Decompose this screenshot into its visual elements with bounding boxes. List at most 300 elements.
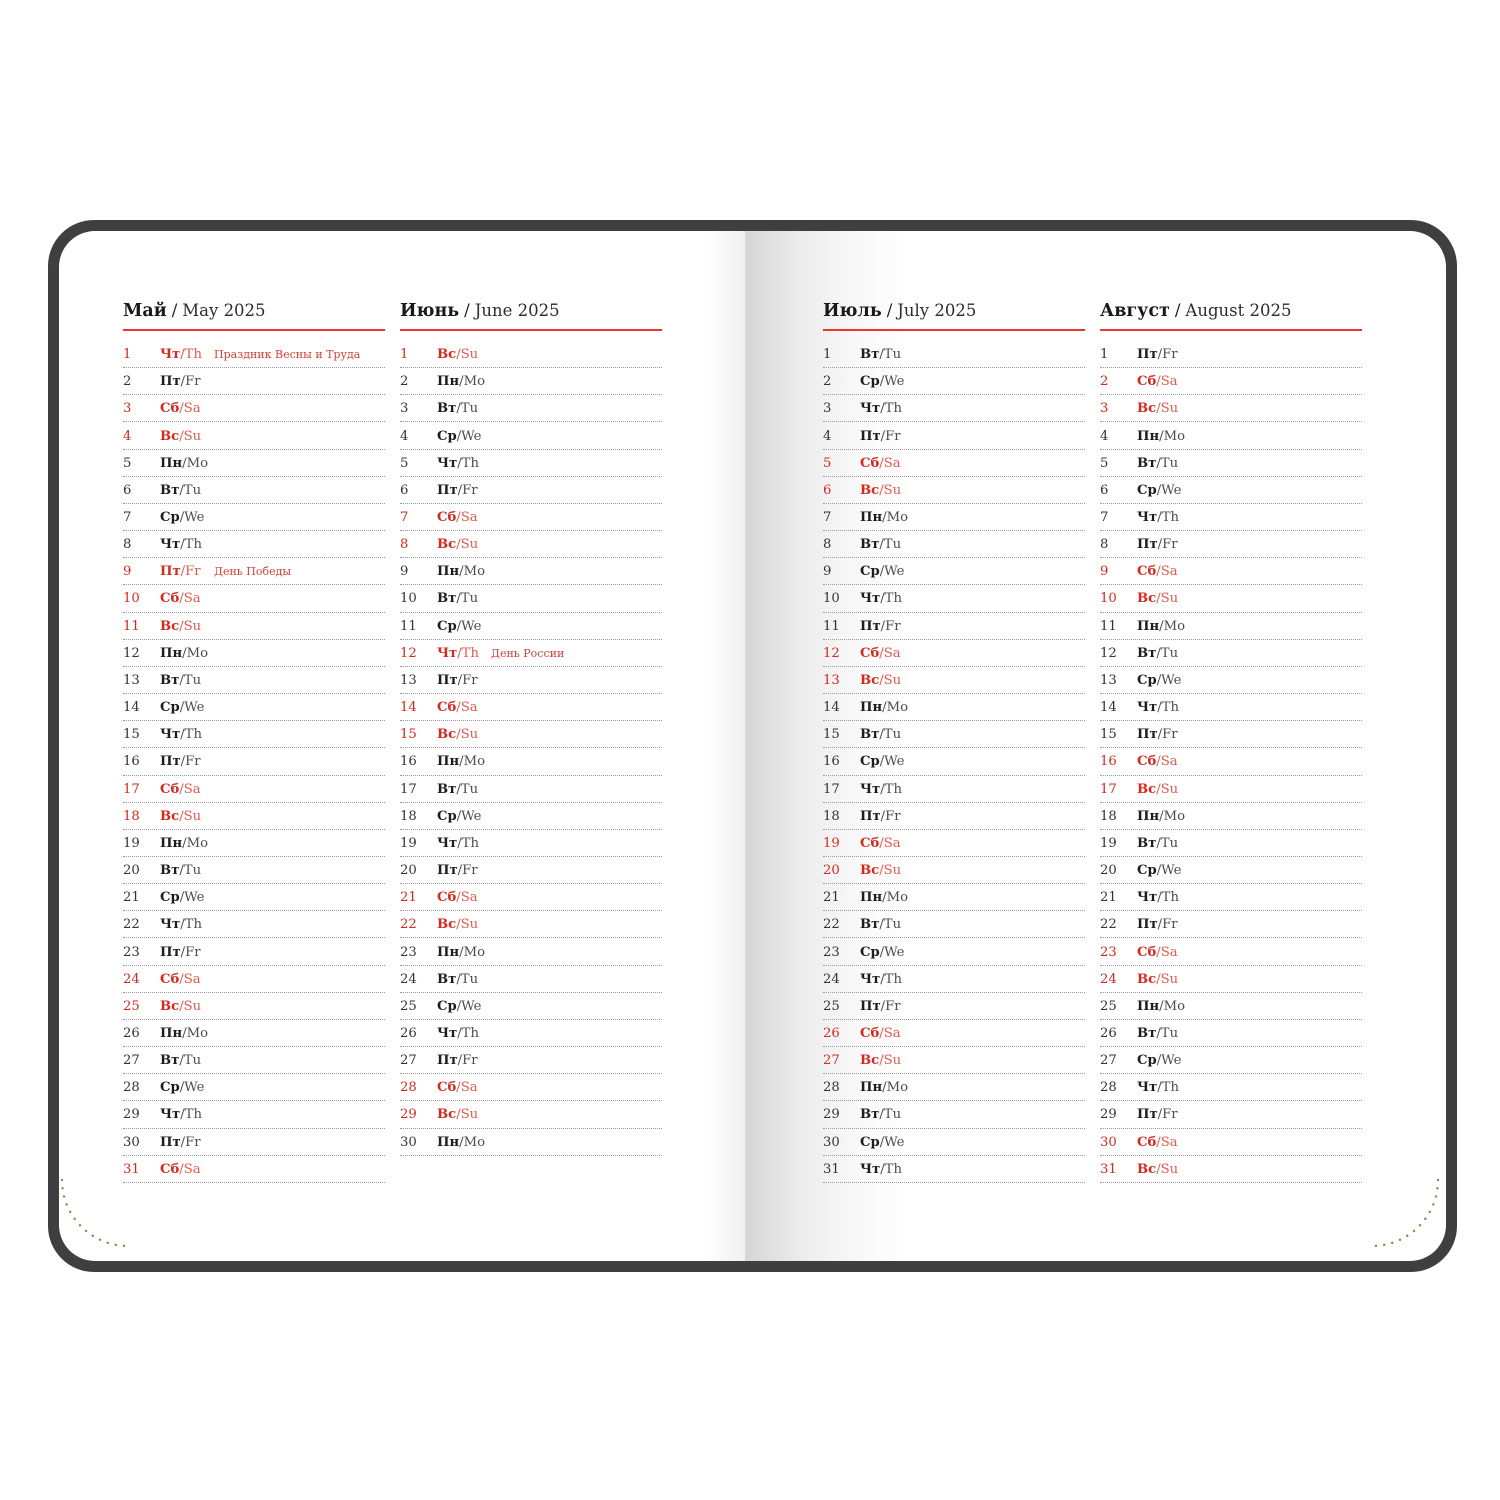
- day-abbr-ru: Вс: [437, 727, 457, 743]
- day-abbr-separator: /: [179, 808, 184, 824]
- day-abbr-en: Fr: [462, 672, 478, 688]
- day-abbreviation: [860, 782, 912, 797]
- day-abbr-en: We: [884, 754, 905, 770]
- day-number: 27: [123, 1053, 140, 1069]
- day-abbr-en: Tu: [460, 781, 479, 797]
- day-abbreviation: [437, 1107, 489, 1122]
- day-abbr-ru: Сб: [860, 835, 880, 851]
- day-abbr-en: Sa: [460, 510, 478, 526]
- day-abbr-ru: Чт: [160, 1107, 181, 1123]
- day-number: 19: [400, 835, 417, 851]
- day-abbr-ru: Вт: [1137, 1025, 1157, 1041]
- day-abbreviation: [437, 537, 489, 552]
- day-abbr-separator: /: [1156, 482, 1162, 498]
- day-number: 11: [400, 618, 417, 634]
- day-abbr-ru: Вт: [160, 1053, 180, 1069]
- day-row: [823, 1156, 1085, 1183]
- day-abbreviation: [1137, 1080, 1189, 1095]
- day-row: [400, 857, 662, 884]
- day-abbr-ru: Вт: [437, 401, 457, 417]
- day-row: [400, 1047, 662, 1074]
- day-abbr-ru: Вс: [160, 998, 180, 1014]
- day-number: 18: [400, 808, 417, 824]
- day-abbr-ru: Чт: [160, 347, 181, 363]
- day-abbr-separator: /: [1159, 428, 1164, 444]
- day-abbr-separator: /: [456, 401, 461, 417]
- day-number: 16: [823, 754, 840, 770]
- day-abbr-separator: /: [1156, 374, 1161, 390]
- day-number: 17: [400, 781, 417, 797]
- day-abbr-ru: Пн: [860, 1080, 883, 1096]
- day-abbr-en: Fr: [185, 754, 201, 770]
- day-number: 4: [823, 428, 832, 444]
- day-abbr-ru: Пт: [437, 1053, 458, 1069]
- day-abbr-ru: Вс: [437, 347, 457, 363]
- day-abbreviation: [160, 754, 212, 769]
- day-abbr-separator: /: [880, 998, 886, 1014]
- day-abbr-ru: Сб: [437, 510, 457, 526]
- day-row: [1100, 911, 1362, 938]
- day-abbreviation: [860, 510, 912, 525]
- day-abbreviation: [160, 700, 212, 715]
- month-column-may: [123, 300, 385, 1183]
- day-abbreviation: [437, 564, 489, 579]
- day-abbreviation: [1137, 754, 1189, 769]
- month-column-july: [823, 300, 1085, 1183]
- day-abbreviation: [860, 836, 912, 851]
- day-abbr-en: Fr: [185, 944, 201, 960]
- day-abbreviation: [1137, 510, 1189, 525]
- day-number: 27: [400, 1053, 417, 1069]
- day-abbr-separator: /: [180, 537, 185, 553]
- day-abbr-separator: /: [1156, 944, 1161, 960]
- day-abbr-separator: /: [456, 1107, 461, 1123]
- day-abbreviation: [1137, 1026, 1189, 1041]
- day-abbr-ru: Ср: [860, 564, 880, 580]
- day-row: [400, 1074, 662, 1101]
- day-number: 25: [1100, 998, 1117, 1014]
- day-abbreviation: [437, 591, 489, 606]
- day-abbr-en: Fr: [1162, 537, 1178, 553]
- day-abbr-separator: /: [879, 727, 884, 743]
- day-row: [823, 938, 1085, 965]
- day-abbreviation: [160, 347, 212, 362]
- day-number: 7: [1100, 510, 1109, 526]
- day-abbr-en: We: [884, 1134, 905, 1150]
- day-abbreviation: [860, 1135, 912, 1150]
- day-abbr-ru: Пн: [437, 374, 460, 390]
- day-number: 25: [400, 998, 417, 1014]
- day-abbr-ru: Чт: [1137, 700, 1158, 716]
- day-abbr-en: We: [884, 374, 905, 390]
- day-row: [1100, 776, 1362, 803]
- day-abbr-separator: /: [1157, 727, 1163, 743]
- day-abbr-ru: Пн: [160, 645, 183, 661]
- day-abbr-ru: Вс: [160, 808, 180, 824]
- day-row: [123, 1101, 385, 1128]
- day-abbr-en: Su: [183, 428, 202, 444]
- day-row: [823, 1074, 1085, 1101]
- day-number: 15: [400, 727, 417, 743]
- day-abbr-en: Su: [883, 863, 902, 879]
- day-abbr-ru: Чт: [860, 591, 881, 607]
- day-abbreviation: [1137, 917, 1189, 932]
- day-abbreviation: [860, 863, 912, 878]
- day-abbreviation: [1137, 782, 1189, 797]
- day-row: [123, 1047, 385, 1074]
- day-row: [1100, 613, 1362, 640]
- day-abbr-ru: Ср: [160, 510, 180, 526]
- day-row: [123, 830, 385, 857]
- day-abbr-ru: Пт: [160, 374, 181, 390]
- day-number: 7: [400, 510, 409, 526]
- day-abbreviation: [437, 999, 489, 1014]
- day-abbr-en: Tu: [183, 482, 202, 498]
- day-number: 19: [123, 835, 140, 851]
- day-number: 25: [823, 998, 840, 1014]
- day-abbr-en: Tu: [883, 1107, 902, 1123]
- day-abbr-ru: Чт: [437, 645, 458, 661]
- day-abbr-en: We: [461, 808, 482, 824]
- day-row: [1100, 504, 1362, 531]
- day-abbr-en: Th: [1161, 700, 1179, 716]
- day-row: [400, 830, 662, 857]
- day-abbr-en: Su: [1160, 591, 1179, 607]
- day-row: [823, 830, 1085, 857]
- day-number: 30: [1100, 1134, 1117, 1150]
- day-abbr-en: Fr: [185, 374, 201, 390]
- day-abbr-ru: Сб: [437, 890, 457, 906]
- day-abbr-en: Su: [460, 917, 479, 933]
- day-number: 7: [123, 510, 132, 526]
- day-abbr-separator: /: [1157, 890, 1162, 906]
- day-number: 13: [400, 672, 417, 688]
- day-number: 20: [123, 863, 140, 879]
- day-abbr-ru: Пн: [437, 1134, 460, 1150]
- day-number: 22: [123, 917, 140, 933]
- day-abbr-en: Th: [184, 1107, 202, 1123]
- day-abbr-en: Tu: [460, 971, 479, 987]
- day-abbr-ru: Ср: [1137, 1053, 1157, 1069]
- day-abbr-separator: /: [459, 374, 464, 390]
- day-row: [400, 667, 662, 694]
- day-abbr-separator: /: [180, 564, 186, 580]
- day-number: 21: [123, 890, 140, 906]
- day-number: 6: [400, 482, 409, 498]
- day-abbr-separator: /: [1156, 863, 1162, 879]
- day-abbr-en: We: [461, 428, 482, 444]
- day-abbr-ru: Чт: [160, 727, 181, 743]
- day-number: 23: [1100, 944, 1117, 960]
- day-abbr-en: Th: [884, 401, 902, 417]
- day-abbr-ru: Вт: [860, 727, 880, 743]
- day-abbr-separator: /: [882, 890, 887, 906]
- day-abbr-ru: Пт: [160, 564, 181, 580]
- day-number: 9: [1100, 564, 1109, 580]
- day-abbr-en: We: [461, 618, 482, 634]
- day-row: [1100, 938, 1362, 965]
- day-abbr-separator: /: [179, 428, 184, 444]
- day-row: [823, 1020, 1085, 1047]
- day-abbr-ru: Ср: [437, 808, 457, 824]
- day-abbr-separator: /: [879, 754, 885, 770]
- day-row: [1100, 422, 1362, 449]
- month-name-en: August 2025: [1185, 301, 1292, 320]
- day-abbr-ru: Пт: [860, 618, 881, 634]
- day-abbr-ru: Вт: [437, 781, 457, 797]
- day-abbreviation: [860, 972, 912, 987]
- day-number: 6: [123, 482, 132, 498]
- day-abbr-separator: /: [879, 482, 884, 498]
- day-abbr-ru: Вс: [437, 537, 457, 553]
- day-row: [400, 938, 662, 965]
- day-abbr-separator: /: [1157, 1080, 1162, 1096]
- day-abbr-ru: Сб: [1137, 374, 1157, 390]
- day-row: [123, 504, 385, 531]
- day-number: 29: [400, 1107, 417, 1123]
- day-abbr-separator: /: [1156, 971, 1161, 987]
- day-abbreviation: [160, 836, 212, 851]
- day-abbr-ru: Чт: [1137, 510, 1158, 526]
- day-number: 12: [823, 645, 840, 661]
- day-abbr-separator: /: [180, 1107, 185, 1123]
- day-number: 5: [400, 455, 409, 471]
- day-abbr-ru: Пн: [860, 890, 883, 906]
- day-abbr-en: We: [884, 564, 905, 580]
- gutter-shadow-left: [702, 231, 745, 1261]
- day-abbr-en: Su: [460, 1107, 479, 1123]
- day-abbr-ru: Пт: [1137, 917, 1158, 933]
- day-row: [823, 640, 1085, 667]
- day-number: 7: [823, 510, 832, 526]
- day-abbreviation: [160, 972, 212, 987]
- day-abbr-ru: Ср: [1137, 672, 1157, 688]
- day-abbreviation: [437, 673, 489, 688]
- day-abbr-en: Su: [460, 537, 479, 553]
- day-abbr-en: Fr: [462, 482, 478, 498]
- day-abbr-ru: Сб: [437, 1080, 457, 1096]
- day-abbr-separator: /: [457, 455, 462, 471]
- day-abbr-ru: Пн: [860, 510, 883, 526]
- day-abbr-separator: /: [456, 998, 462, 1014]
- day-abbr-separator: /: [456, 510, 461, 526]
- day-abbr-ru: Пт: [860, 428, 881, 444]
- day-number: 8: [123, 537, 132, 553]
- day-abbr-en: Fr: [885, 998, 901, 1014]
- day-abbreviation: [437, 646, 489, 661]
- day-abbr-en: Sa: [183, 401, 201, 417]
- day-abbr-ru: Вс: [1137, 401, 1157, 417]
- day-abbr-ru: Пт: [1137, 347, 1158, 363]
- day-abbr-ru: Ср: [860, 944, 880, 960]
- day-abbr-ru: Сб: [860, 1025, 880, 1041]
- day-abbr-separator: /: [456, 917, 461, 933]
- day-number: 20: [400, 863, 417, 879]
- day-abbreviation: [160, 917, 212, 932]
- day-abbr-separator: /: [456, 537, 461, 553]
- day-number: 24: [123, 971, 140, 987]
- day-number: 8: [400, 537, 409, 553]
- day-row: [823, 558, 1085, 585]
- day-abbreviation: [160, 809, 212, 824]
- day-abbr-en: Mo: [886, 890, 909, 906]
- day-abbreviation: [860, 619, 912, 634]
- day-abbr-separator: /: [179, 890, 185, 906]
- day-abbr-ru: Пт: [437, 863, 458, 879]
- day-abbr-en: Mo: [1163, 618, 1186, 634]
- day-abbreviation: [860, 537, 912, 552]
- day-abbr-en: We: [461, 998, 482, 1014]
- day-abbreviation: [437, 700, 489, 715]
- day-abbreviation: [1137, 537, 1189, 552]
- day-row: [123, 1020, 385, 1047]
- day-number: 10: [123, 591, 140, 607]
- day-abbreviation: [860, 945, 912, 960]
- day-abbreviation: [160, 673, 212, 688]
- day-abbr-ru: Пт: [160, 944, 181, 960]
- day-abbr-separator: /: [1156, 564, 1161, 580]
- day-number: 13: [123, 672, 140, 688]
- open-pages: [59, 231, 1446, 1261]
- day-abbr-en: Tu: [1160, 455, 1179, 471]
- day-abbreviation: [160, 646, 212, 661]
- day-abbr-separator: /: [179, 591, 184, 607]
- day-row: [123, 531, 385, 558]
- day-abbr-ru: Сб: [1137, 1134, 1157, 1150]
- day-row: [1100, 748, 1362, 775]
- day-abbr-separator: /: [180, 374, 186, 390]
- day-abbr-en: Sa: [183, 971, 201, 987]
- day-row: [400, 341, 662, 368]
- day-abbreviation: [437, 1080, 489, 1095]
- day-abbreviation: [437, 1053, 489, 1068]
- day-abbr-separator: /: [880, 781, 885, 797]
- day-abbreviation: [437, 727, 489, 742]
- day-abbr-ru: Ср: [1137, 482, 1157, 498]
- day-abbr-separator: /: [179, 998, 184, 1014]
- day-abbr-ru: Пт: [1137, 537, 1158, 553]
- day-abbr-en: Sa: [1160, 1134, 1178, 1150]
- day-abbr-ru: Пт: [860, 998, 881, 1014]
- day-number: 26: [400, 1025, 417, 1041]
- day-abbr-ru: Ср: [160, 1080, 180, 1096]
- month-name-separator: /: [1174, 301, 1181, 320]
- day-abbr-en: Mo: [886, 700, 909, 716]
- day-abbr-en: Mo: [463, 374, 486, 390]
- day-abbr-separator: /: [180, 1134, 186, 1150]
- day-number: 9: [823, 564, 832, 580]
- day-abbreviation: [860, 809, 912, 824]
- day-abbreviation: [1137, 483, 1189, 498]
- day-abbr-separator: /: [880, 428, 886, 444]
- day-abbr-en: Tu: [1160, 1025, 1179, 1041]
- day-abbr-en: Th: [884, 1161, 902, 1177]
- day-abbreviation: [860, 456, 912, 471]
- day-number: 10: [400, 591, 417, 607]
- day-row: [400, 558, 662, 585]
- day-row: [823, 477, 1085, 504]
- day-row: [823, 395, 1085, 422]
- day-abbr-en: Mo: [186, 1025, 209, 1041]
- day-abbr-ru: Пт: [160, 754, 181, 770]
- day-abbreviation: [160, 374, 212, 389]
- day-abbr-ru: Чт: [1137, 890, 1158, 906]
- day-abbreviation: [437, 754, 489, 769]
- day-number: 21: [1100, 890, 1117, 906]
- day-number: 5: [1100, 455, 1109, 471]
- day-number: 25: [123, 998, 140, 1014]
- day-abbr-en: Sa: [460, 700, 478, 716]
- day-abbr-separator: /: [456, 347, 461, 363]
- day-abbr-en: Sa: [883, 835, 901, 851]
- day-abbr-en: Tu: [183, 863, 202, 879]
- day-number: 16: [1100, 754, 1117, 770]
- day-abbr-ru: Пт: [860, 808, 881, 824]
- day-abbr-separator: /: [179, 510, 185, 526]
- day-abbr-separator: /: [456, 808, 462, 824]
- day-abbr-separator: /: [179, 401, 184, 417]
- day-abbr-ru: Ср: [860, 1134, 880, 1150]
- day-abbr-en: We: [884, 944, 905, 960]
- day-abbr-ru: Чт: [860, 971, 881, 987]
- day-abbr-en: Sa: [183, 781, 201, 797]
- day-abbr-ru: Вт: [160, 672, 180, 688]
- day-number: 28: [1100, 1080, 1117, 1096]
- day-number: 2: [123, 374, 132, 390]
- day-abbr-separator: /: [456, 700, 461, 716]
- day-abbr-en: Su: [183, 618, 202, 634]
- month-name-en: July 2025: [897, 301, 977, 320]
- day-abbreviation: [160, 999, 212, 1014]
- day-row: [1100, 531, 1362, 558]
- day-abbr-separator: /: [1157, 347, 1163, 363]
- day-abbr-ru: Пн: [437, 754, 460, 770]
- day-abbreviation: [160, 863, 212, 878]
- day-number: 14: [123, 700, 140, 716]
- month-column-august: [1100, 300, 1362, 1183]
- day-abbr-en: Mo: [886, 1080, 909, 1096]
- day-abbr-separator: /: [456, 591, 461, 607]
- month-name-separator: /: [171, 301, 178, 320]
- day-abbreviation: [1137, 591, 1189, 606]
- day-abbr-en: Sa: [1160, 374, 1178, 390]
- day-abbr-separator: /: [1156, 754, 1161, 770]
- day-abbr-ru: Вт: [160, 482, 180, 498]
- day-abbr-en: Sa: [883, 645, 901, 661]
- day-number: 4: [400, 428, 409, 444]
- day-abbreviation: [1137, 429, 1189, 444]
- day-abbr-separator: /: [456, 781, 461, 797]
- day-abbr-en: Fr: [885, 428, 901, 444]
- day-abbr-separator: /: [879, 1107, 884, 1123]
- day-row: [400, 884, 662, 911]
- day-abbr-ru: Вс: [1137, 971, 1157, 987]
- corner-stitch-icon: [60, 1168, 140, 1248]
- day-row: [1100, 640, 1362, 667]
- day-abbr-ru: Ср: [437, 428, 457, 444]
- day-abbr-ru: Вт: [1137, 455, 1157, 471]
- day-abbr-separator: /: [882, 510, 887, 526]
- day-abbr-en: We: [1161, 672, 1182, 688]
- day-abbr-en: Su: [1160, 401, 1179, 417]
- day-abbr-ru: Вс: [160, 428, 180, 444]
- day-row: [123, 776, 385, 803]
- day-row: [823, 450, 1085, 477]
- day-abbreviation: [160, 1135, 212, 1150]
- day-abbr-separator: /: [1159, 808, 1164, 824]
- day-abbr-en: Th: [884, 971, 902, 987]
- day-abbr-ru: Вс: [860, 482, 880, 498]
